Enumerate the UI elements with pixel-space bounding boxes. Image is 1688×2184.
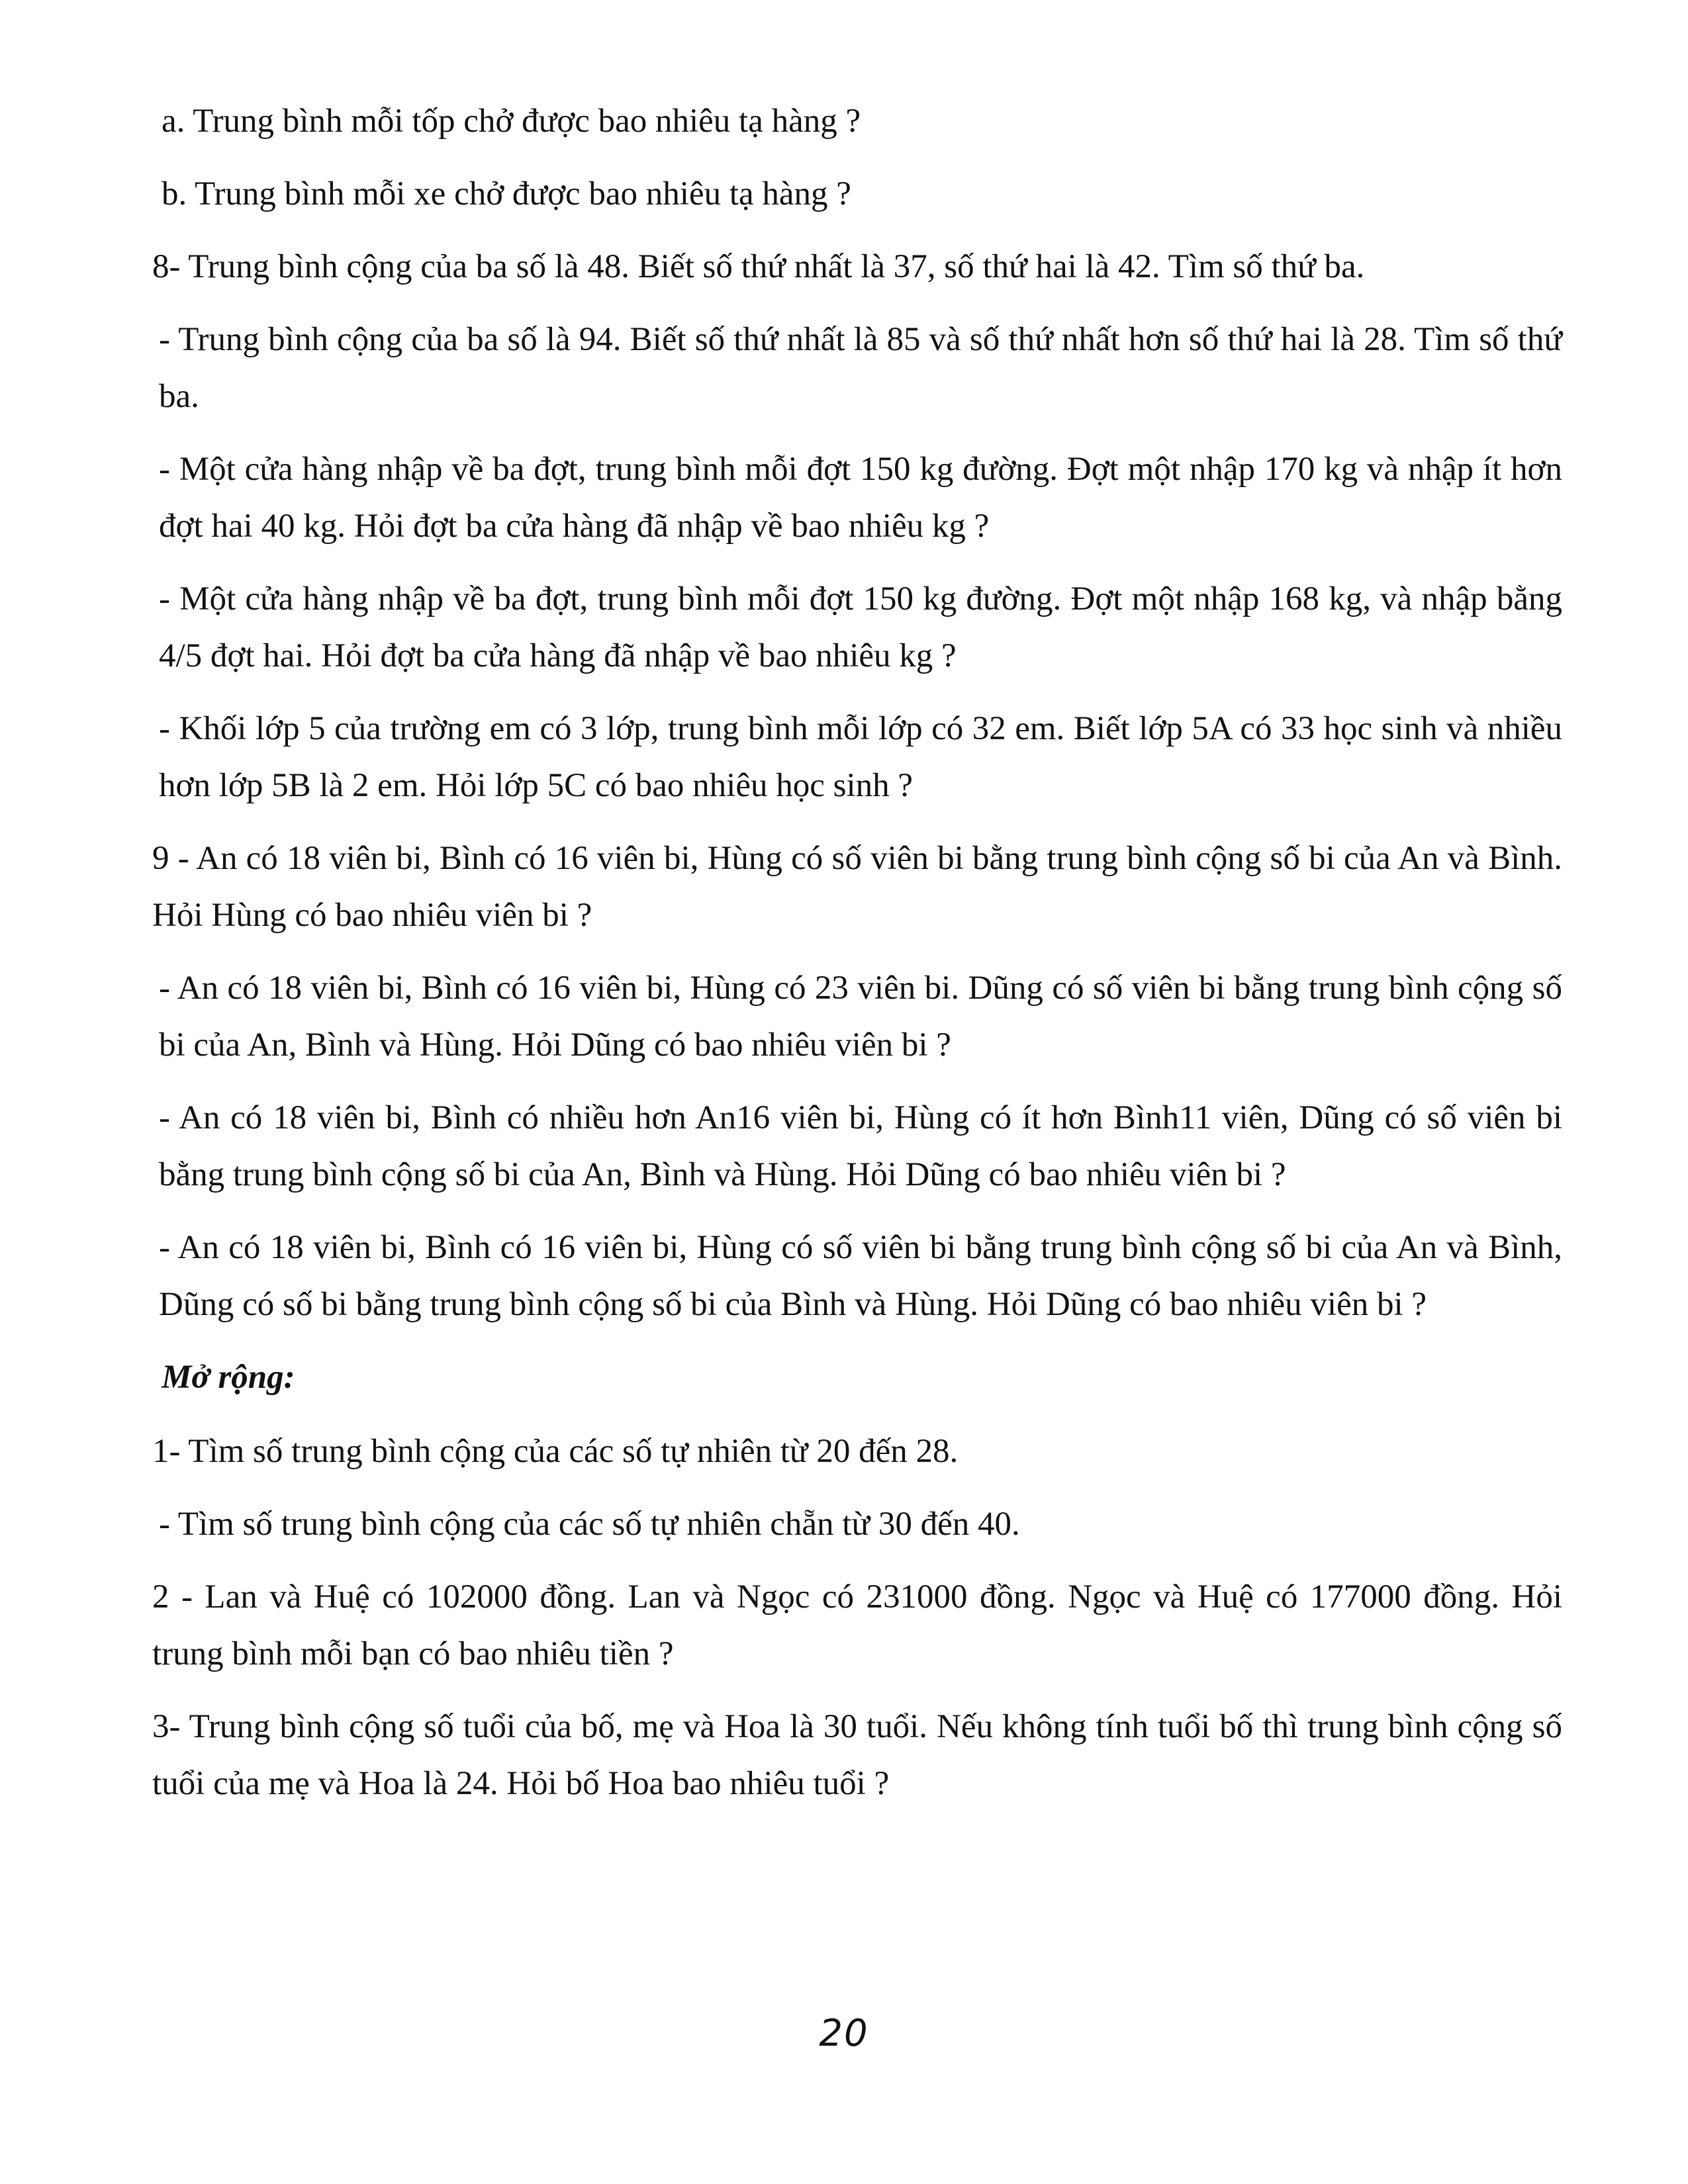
- exercise-9-variant-1: - An có 18 viên bi, Bình có 16 viên bi, Hùng có 23 viên bi. Dũng có số viên bi bằng trung bình cộng số bi của An, Bình và Hùng. Hỏi Dũng có bao nhiêu viên bi ?: [159, 970, 1562, 1064]
- exercise-9-variant-3: - An có 18 viên bi, Bình có 16 viên bi, Hùng có số viên bi bằng trung bình cộng số bi của An và Bình, Dũng có số bi bằng trung bình cộng số bi của Bình và Hùng. Hỏi Dũng có bao nhiêu viên bi ?: [159, 1229, 1562, 1323]
- extension-exercise-3: 3- Trung bình cộng số tuổi của bố, mẹ và Hoa là 30 tuổi. Nếu không tính tuổi bố thì trung bình cộng số tuổi của mẹ và Hoa là 24. Hỏi bố Hoa bao nhiêu tuổi ?: [152, 1708, 1562, 1802]
- exercise-8: 8- Trung bình cộng của ba số là 48. Biết số thứ nhất là 37, số thứ hai là 42. Tìm số thứ ba.: [152, 248, 1365, 285]
- exercise-8-variant-1: - Trung bình cộng của ba số là 94. Biết số thứ nhất là 85 và số thứ nhất hơn số thứ hai là 28. Tìm số thứ ba.: [159, 321, 1562, 415]
- question-7a: a. Trung bình mỗi tốp chở được bao nhiêu tạ hàng ?: [162, 103, 861, 140]
- extension-exercise-1-variant: - Tìm số trung bình cộng của các số tự nhiên chẵn từ 30 đến 40.: [159, 1506, 1020, 1543]
- extension-exercise-1: 1- Tìm số trung bình cộng của các số tự nhiên từ 20 đến 28.: [152, 1433, 959, 1470]
- exercise-9: 9 - An có 18 viên bi, Bình có 16 viên bi, Hùng có số viên bi bằng trung bình cộng số bi của An và Bình. Hỏi Hùng có bao nhiêu viên bi ?: [152, 840, 1562, 934]
- page-number: 20: [819, 2012, 869, 2055]
- extension-exercise-2: 2 - Lan và Huệ có 102000 đồng. Lan và Ngọc có 231000 đồng. Ngọc và Huệ có 177000 đồng. Hỏi trung bình mỗi bạn có bao nhiêu tiền ?: [152, 1578, 1562, 1672]
- exercise-8-variant-2: - Một cửa hàng nhập về ba đợt, trung bình mỗi đợt 150 kg đường. Đợt một nhập 170 kg và nhập ít hơn đợt hai 40 kg. Hỏi đợt ba cửa hàng đã nhập về bao nhiêu kg ?: [159, 451, 1562, 545]
- question-7b: b. Trung bình mỗi xe chở được bao nhiêu tạ hàng ?: [162, 175, 851, 212]
- extension-heading: Mở rộng:: [162, 1359, 295, 1396]
- exercise-8-variant-4: - Khối lớp 5 của trường em có 3 lớp, trung bình mỗi lớp có 32 em. Biết lớp 5A có 33 học sinh và nhiều hơn lớp 5B là 2 em. Hỏi lớp 5C có bao nhiêu học sinh ?: [159, 710, 1562, 804]
- exercise-8-variant-3: - Một cửa hàng nhập về ba đợt, trung bình mỗi đợt 150 kg đường. Đợt một nhập 168 kg, và nhập bằng 4/5 đợt hai. Hỏi đợt ba cửa hàng đã nhập về bao nhiêu kg ?: [159, 580, 1562, 674]
- document-page: [152, 93, 1562, 1828]
- exercise-9-variant-2: - An có 18 viên bi, Bình có nhiều hơn An16 viên bi, Hùng có ít hơn Bình11 viên, Dũng có số viên bi bằng trung bình cộng số bi của An, Bình và Hùng. Hỏi Dũng có bao nhiêu viên bi ?: [159, 1099, 1562, 1193]
